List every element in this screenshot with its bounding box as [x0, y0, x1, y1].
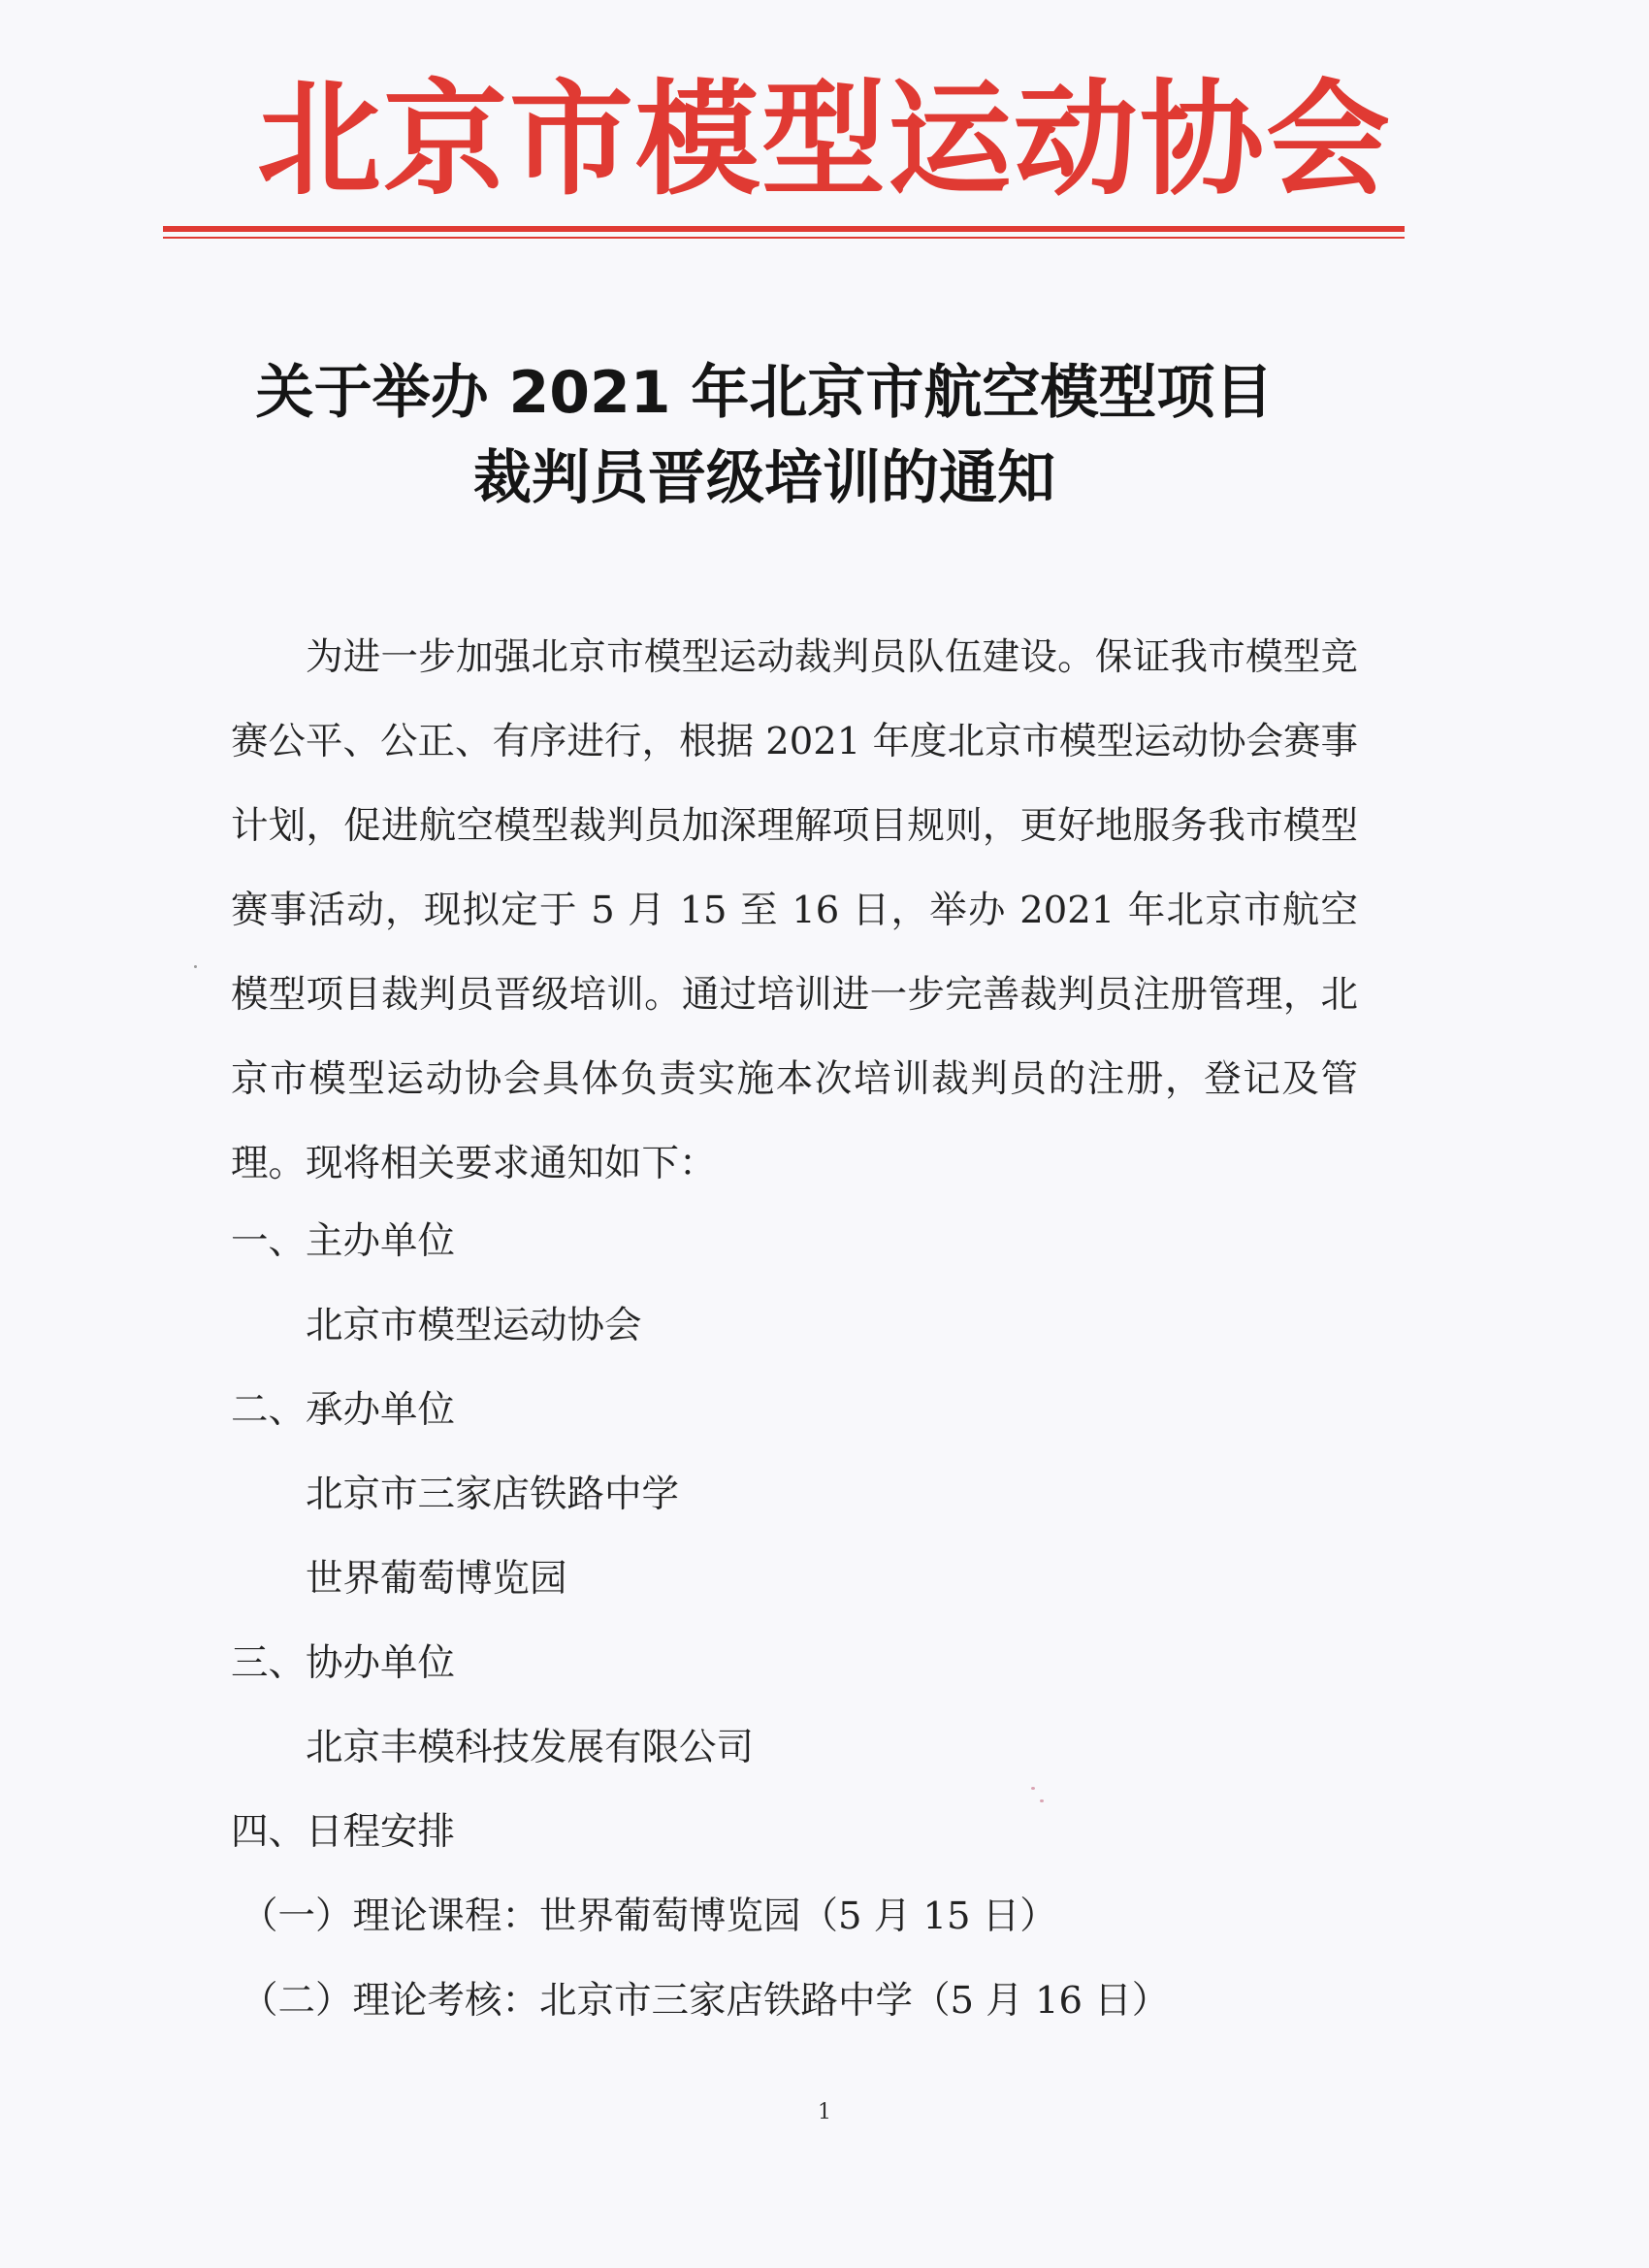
- scan-speck: [1031, 1787, 1035, 1790]
- scan-speck: [1040, 1799, 1044, 1802]
- section-2-item-2: 世界葡萄博览园: [306, 1557, 567, 1601]
- section-4-item-2: （二）理论考核：北京市三家店铁路中学（5 月 16 日）: [241, 1979, 1170, 2023]
- section-2-item-1: 北京市三家店铁路中学: [306, 1473, 680, 1516]
- letterhead-rule-thick: [163, 226, 1405, 232]
- section-3-item: 北京丰模科技发展有限公司: [306, 1726, 755, 1769]
- section-4-heading: 四、日程安排: [231, 1810, 456, 1854]
- section-1-heading: 一、主办单位: [231, 1219, 456, 1263]
- intro-paragraph: 为进一步加强北京市模型运动裁判员队伍建设。保证我市模型竞赛公平、公正、有序进行，根据 2021 年度北京市模型运动协会赛事计划，促进航空模型裁判员加深理解项目规则，更好地服务我市模型赛事活动，现拟定于 5 月 15 至 16 日，举办 2021 年北京市航空模型项目裁判员晋级培训。通过培训进一步完善裁判员注册管理，北京市模型运动协会具体负责实施本次培训裁判员的注册，登记及管理。现将相关要求通知如下：: [231, 635, 1358, 1185]
- notice-title-line-2: 裁判员晋级培训的通知: [473, 444, 1055, 512]
- section-2-heading: 二、承办单位: [231, 1388, 456, 1432]
- letterhead-title: 北京市模型运动协会: [256, 68, 1392, 212]
- scan-speck: [194, 965, 197, 968]
- section-4-item-1: （一）理论课程：世界葡萄博览园（5 月 15 日）: [241, 1895, 1057, 1938]
- section-3-heading: 三、协办单位: [231, 1641, 456, 1685]
- letterhead-rule-thin: [163, 237, 1405, 239]
- notice-title-line-1: 关于举办 2021 年北京市航空模型项目: [255, 359, 1274, 427]
- page-number: 1: [818, 2100, 831, 2124]
- intro-paragraph-block: [231, 615, 1358, 1206]
- section-1-item: 北京市模型运动协会: [306, 1304, 642, 1347]
